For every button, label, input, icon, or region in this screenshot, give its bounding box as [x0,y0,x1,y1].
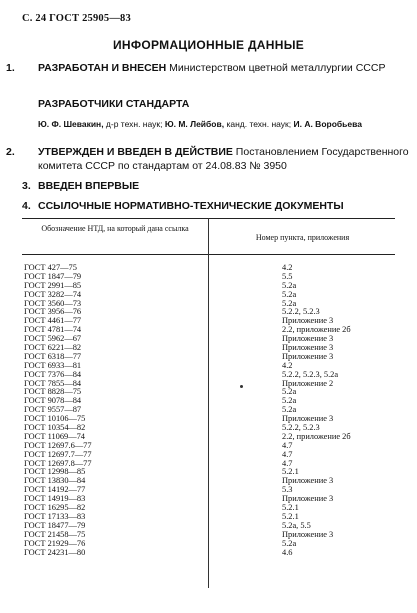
clause-reference: 4.7 [282,449,293,459]
document-reference: ГОСТ 9078—84 [24,396,82,406]
clause-reference: 5.2а [282,396,297,406]
document-reference: ГОСТ 4461—77 [24,316,82,326]
document-reference: ГОСТ 3560—73 [24,298,82,308]
developers-heading: РАЗРАБОТЧИКИ СТАНДАРТА [38,98,190,110]
document-reference: ГОСТ 2991—85 [24,280,82,290]
document-reference: ГОСТ 14192—77 [24,485,86,495]
clause-reference: 5.2а, 5.5 [282,520,311,530]
document-reference: ГОСТ 7376—84 [24,369,82,379]
document-reference: ГОСТ 5962—67 [24,334,82,344]
clause-reference: Приложение 3 [282,334,334,344]
document-reference: ГОСТ 24231—80 [24,547,86,557]
author-2: Ю. М. Лейбов, [164,119,225,129]
clause-reference: Приложение 3 [282,351,334,361]
document-reference: ГОСТ 3956—76 [24,307,82,317]
clause-reference: 5.2.2, 5.2.3, 5.2а [282,369,339,379]
document-reference: ГОСТ 4781—74 [24,325,82,335]
section-1-heading: РАЗРАБОТАН И ВНЕСЕН [38,62,167,74]
clause-reference: 5.2а [282,387,297,397]
document-reference: ГОСТ 16295—82 [24,503,86,513]
document-reference: ГОСТ 9557—87 [24,405,82,415]
section-2-heading: УТВЕРЖДЕН И ВВЕДЕН В ДЕЙСТВИЕ [38,146,233,158]
author-1-degree: д-р техн. наук; [103,119,165,129]
document-reference: ГОСТ 10106—75 [24,414,86,424]
document-reference: ГОСТ 6933—81 [24,360,82,370]
clause-reference: 5.2.2, 5.2.3 [282,307,320,317]
clause-reference: 4.7 [282,458,293,468]
section-4-number: 4. [22,200,31,212]
clause-reference: Приложение 3 [282,343,334,353]
clause-reference: 4.6 [282,547,293,557]
document-reference: ГОСТ 21929—76 [24,538,86,548]
table-row [0,549,417,558]
author-3: И. А. Воробьева [293,119,362,129]
document-reference: ГОСТ 11069—74 [24,431,85,441]
clause-reference: 5.2.1 [282,503,299,513]
clause-reference: 5.2а [282,405,297,415]
section-2-text: Постановлением Государственного комитета СССР по стандартам от 24.08.83 № 3950 [38,146,409,172]
document-reference: ГОСТ 3282—74 [24,289,82,299]
document-reference: ГОСТ 7855—84 [24,378,82,388]
clause-reference: Приложение 3 [282,414,334,424]
clause-reference: Приложение 3 [282,494,334,504]
section-4-heading: ССЫЛОЧНЫЕ НОРМАТИВНО-ТЕХНИЧЕСКИЕ ДОКУМЕНТЫ [38,200,344,212]
document-reference: ГОСТ 18477—79 [24,520,86,530]
section-3-number: 3. [22,180,31,192]
reference-table-body [0,264,417,557]
document-reference: ГОСТ 1847—79 [24,271,82,281]
document-reference: ГОСТ 427—75 [24,263,77,272]
table-header-clause: Номер пункта, приложения [255,233,350,242]
document-reference: ГОСТ 12998—85 [24,467,86,477]
clause-reference: 5.2.2, 5.2.3 [282,423,320,433]
section-3 [22,180,394,194]
clause-reference: 4.2 [282,360,293,370]
section-3-heading: ВВЕДЕН ВПЕРВЫЕ [38,180,140,192]
document-reference: ГОСТ 10354—82 [24,423,86,433]
clause-reference: 5.3 [282,485,293,495]
document-reference: ГОСТ 12697.8—77 [24,458,92,468]
section-2-number: 2. [6,146,15,158]
page-header: С. 24 ГОСТ 25905—83 [22,13,131,24]
document-reference: ГОСТ 6318—77 [24,351,82,361]
clause-reference: 5.5 [282,271,293,281]
document-reference: ГОСТ 14919—83 [24,494,86,504]
section-4 [22,200,394,214]
author-1: Ю. Ф. Шевакин, [38,119,104,129]
document-title: ИНФОРМАЦИОННЫЕ ДАННЫЕ [112,38,305,52]
document-reference: ГОСТ 8828—75 [24,387,82,397]
clause-reference: 4.2 [282,263,293,272]
document-reference: ГОСТ 13830—84 [24,476,86,486]
clause-reference: Приложение 3 [282,476,334,486]
clause-reference: 5.2а [282,280,297,290]
clause-reference: 5.2.1 [282,511,299,521]
section-1-text: Министерством цветной металлургии СССР [166,62,386,74]
clause-reference: Приложение 2 [282,378,334,388]
table-header-document: Обозначение НТД, на который дана ссылка [41,224,189,233]
clause-reference: 2.2, приложение 2б [282,325,351,335]
document-reference: ГОСТ 12697.6—77 [24,440,92,450]
clause-reference: Приложение 3 [282,316,334,326]
clause-reference: 5.2а [282,298,297,308]
document-reference: ГОСТ 12697.7—77 [24,449,92,459]
scan-speck [240,385,243,388]
section-1-number: 1. [6,62,15,74]
section-2 [6,146,410,173]
clause-reference: 4.7 [282,440,293,450]
clause-reference: Приложение 3 [282,529,334,539]
author-2-degree: канд. техн. наук; [224,119,294,129]
clause-reference: 5.2а [282,538,297,548]
authors-list [38,118,394,130]
section-1 [6,62,410,76]
document-reference: ГОСТ 21458—75 [24,529,86,539]
document-reference: ГОСТ 6221—82 [24,343,82,353]
clause-reference: 5.2а [282,289,297,299]
document-reference: ГОСТ 17133—83 [24,511,86,521]
clause-reference: 2.2, приложение 2б [282,431,351,441]
clause-reference: 5.2.1 [282,467,299,477]
